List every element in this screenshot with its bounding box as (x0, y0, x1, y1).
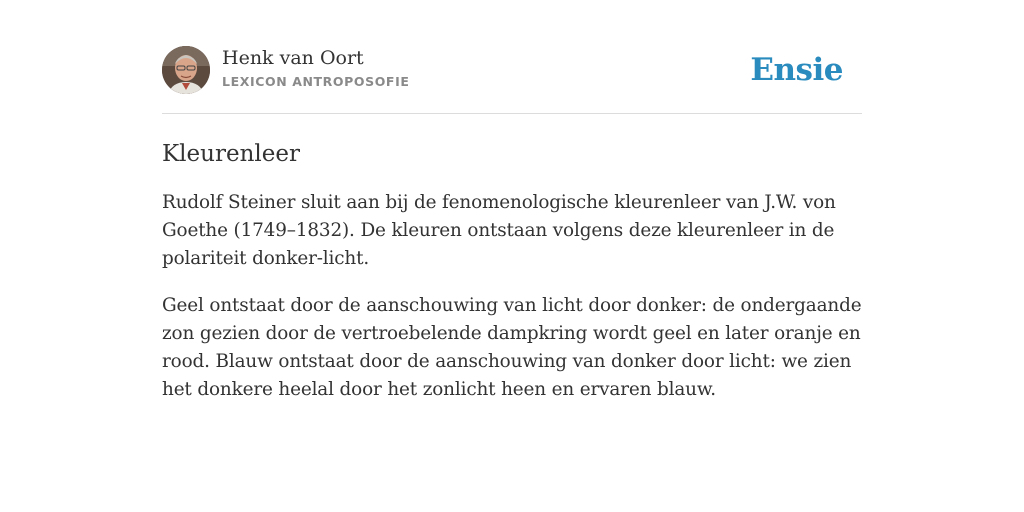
author-name[interactable]: Henk van Oort (222, 47, 364, 69)
author-publication[interactable]: LEXICON ANTROPOSOFIE (222, 74, 410, 89)
article-paragraph: Rudolf Steiner sluit aan bij de fenomenologische kleurenleer van J.W. von Goethe (1749–1832). De kleuren ontstaan volgens deze kleurenleer in de polariteit donker-licht. (162, 192, 836, 269)
article-paragraph: Geel ontstaat door de aanschouwing van licht door donker: de ondergaande zon gezien door de vertroebelende dampkring wordt geel en later oranje en rood. Blauw ontstaat door de aanschouwing van donker door licht: we zien het donkere heelal door het zonlicht heen en ervaren blauw. (162, 295, 862, 400)
brand-logo-link[interactable]: Ensie (750, 52, 843, 88)
article-card (162, 46, 862, 404)
page-title: Kleurenleer (162, 141, 300, 167)
author-header (162, 46, 862, 114)
avatar[interactable] (162, 46, 210, 94)
avatar-portrait-icon (162, 46, 210, 94)
